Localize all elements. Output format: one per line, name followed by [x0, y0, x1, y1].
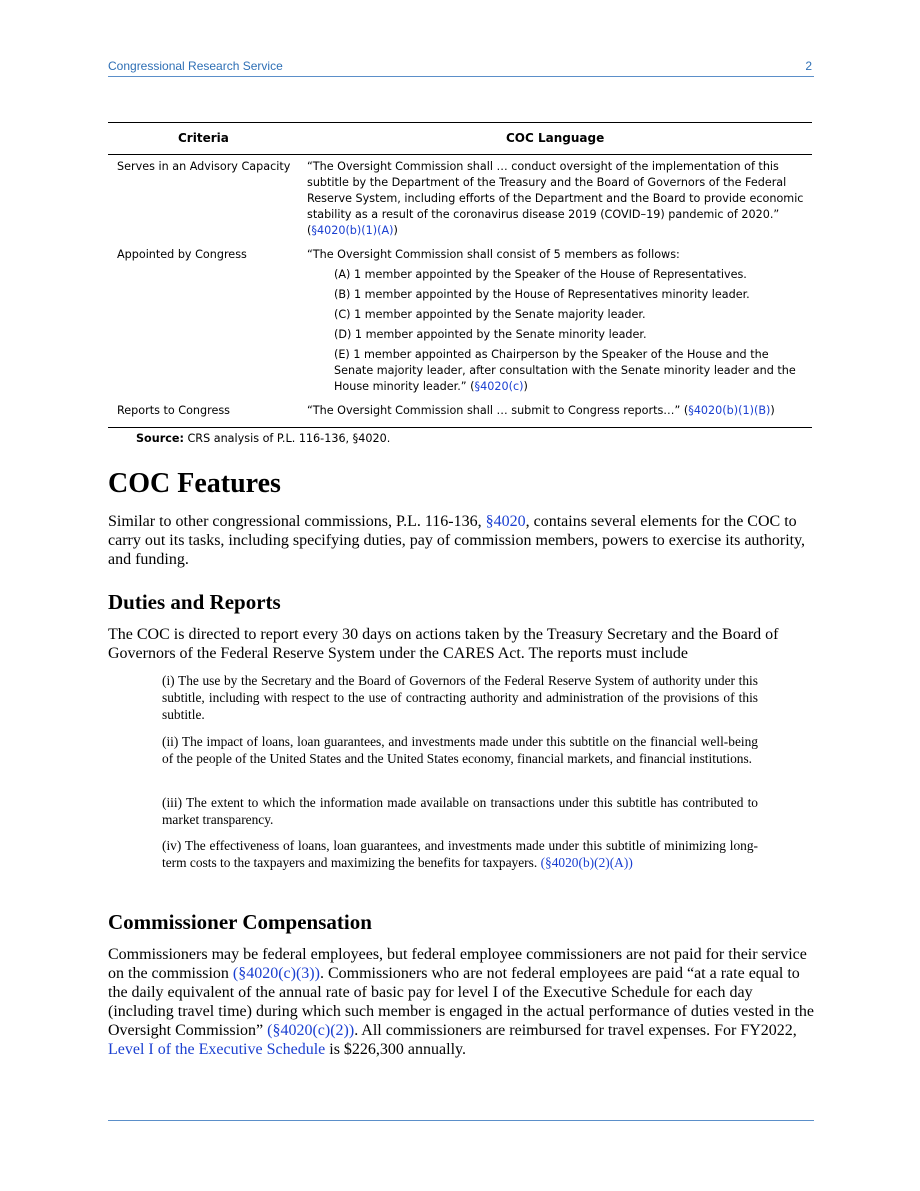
- citation-link[interactable]: §4020(b)(1)(A): [311, 224, 394, 237]
- table-row: [108, 159, 812, 247]
- compensation-paragraph: [108, 945, 814, 1059]
- language-cell: [307, 159, 807, 239]
- citation-close: ): [393, 224, 398, 237]
- language-text: “The Oversight Commission shall consist of 5 members as follows:: [307, 248, 680, 261]
- page-number: 2: [805, 59, 812, 73]
- citation-link[interactable]: (§4020(c)(3)): [232, 965, 320, 982]
- executive-schedule-link[interactable]: Level I of the Executive Schedule: [108, 1041, 326, 1058]
- report-item-iv: [162, 837, 758, 871]
- section-heading-coc-features: COC Features: [108, 468, 281, 499]
- criteria-cell: Appointed by Congress: [117, 248, 247, 261]
- section-heading-duties: Duties and Reports: [108, 590, 281, 614]
- report-item-i: (i) The use by the Secretary and the Board of Governors of the Federal Reserve System of authority under this subtitle, including with respect to the use of contracting authority and administration of the provisions of this subtitle.: [162, 673, 758, 723]
- member-item: [334, 347, 807, 395]
- report-item-iii: (iii) The extent to which the information made available on transactions under this subtitle has contributed to market transparency.: [162, 795, 758, 828]
- criteria-cell: Serves in an Advisory Capacity: [117, 160, 291, 173]
- duties-intro: The COC is directed to report every 30 days on actions taken by the Treasury Secretary and the Board of Governors of the Federal Reserve System under the CARES Act. The reports must include: [108, 626, 779, 662]
- language-text: “The Oversight Commission shall … submit to Congress reports…” (: [307, 404, 689, 417]
- page-header: [108, 58, 814, 77]
- member-item: (D) 1 member appointed by the Senate minority leader.: [334, 328, 647, 341]
- paragraph-text: . All commissioners are reimbursed for travel expenses. For FY2022,: [354, 1022, 797, 1039]
- table-header: [108, 122, 812, 155]
- criteria-cell: Reports to Congress: [117, 404, 230, 417]
- section-link[interactable]: §4020: [485, 513, 526, 530]
- report-item-ii: (ii) The impact of loans, loan guarantees, and investments made under this subtitle on the financial well-being of the people of the United States and the United States economy, financial markets, and financial institutions.: [162, 734, 758, 767]
- paragraph-text: is $226,300 annually.: [325, 1041, 466, 1058]
- source-label: Source:: [136, 432, 184, 445]
- member-item: (B) 1 member appointed by the House of Representatives minority leader.: [334, 288, 750, 301]
- features-paragraph: [108, 512, 814, 569]
- paragraph-text: . Commissioners who are not federal employees are paid “at a rate equal to the daily equivalent of the annual rate of basic pay for level I of the Executive Schedule for each day (including travel time) during which such member is engaged in the actual performance of duties vested in the Oversight Commission”: [108, 965, 814, 1039]
- citation-close: ): [770, 404, 775, 417]
- table-row: [108, 247, 812, 403]
- column-header-coc-language: COC Language: [506, 131, 605, 145]
- table-source-note: [136, 432, 390, 445]
- header-org: Congressional Research Service: [108, 59, 283, 73]
- column-header-criteria: Criteria: [178, 131, 229, 145]
- source-text: CRS analysis of P.L. 116-136, §4020.: [183, 432, 391, 445]
- member-item-text: (E) 1 member appointed as Chairperson by the Speaker of the House and the Senate majority leader, after consultation with the Senate minority leader and the House minority leader.” (: [334, 348, 796, 393]
- paragraph-text: Commissioners may be federal employees, but federal employee commissioners are not paid for their service on the commission: [108, 946, 807, 982]
- language-cell: [307, 403, 807, 419]
- citation-link[interactable]: (§4020(c)(2)): [267, 1022, 355, 1039]
- table-row: [108, 403, 812, 428]
- member-item: (C) 1 member appointed by the Senate majority leader.: [334, 308, 646, 321]
- paragraph-text: , contains several elements for the COC to carry out its tasks, including specifying duties, pay of commission members, powers to exercise its authority, and funding.: [108, 513, 806, 568]
- language-text: “The Oversight Commission shall … conduct oversight of the implementation of this subtitle by the Department of the Treasury and the Board of Governors of the Federal Reserve System, including efforts of the Department and the Board to provide economic stability as a result of the coronavirus disease 2019 (COVID–19) pandemic of 2020.” (: [307, 160, 804, 237]
- citation-link[interactable]: §4020(b)(1)(B): [688, 404, 771, 417]
- language-cell: [307, 247, 807, 395]
- criteria-table: [108, 122, 812, 428]
- section-heading-compensation: Commissioner Compensation: [108, 910, 372, 934]
- footer-divider: [108, 1120, 814, 1121]
- paragraph-text: Similar to other congressional commissions, P.L. 116-136,: [108, 513, 486, 530]
- citation-close: ): [523, 380, 528, 393]
- citation-link[interactable]: §4020(c): [474, 380, 524, 393]
- member-item: (A) 1 member appointed by the Speaker of the House of Representatives.: [334, 268, 747, 281]
- report-item-text: (iv) The effectiveness of loans, loan guarantees, and investments made under this subtitle of minimizing long-term costs to the taxpayers and maximizing the benefits for taxpayers.: [162, 838, 758, 871]
- citation-link[interactable]: (§4020(b)(2)(A)): [540, 855, 633, 871]
